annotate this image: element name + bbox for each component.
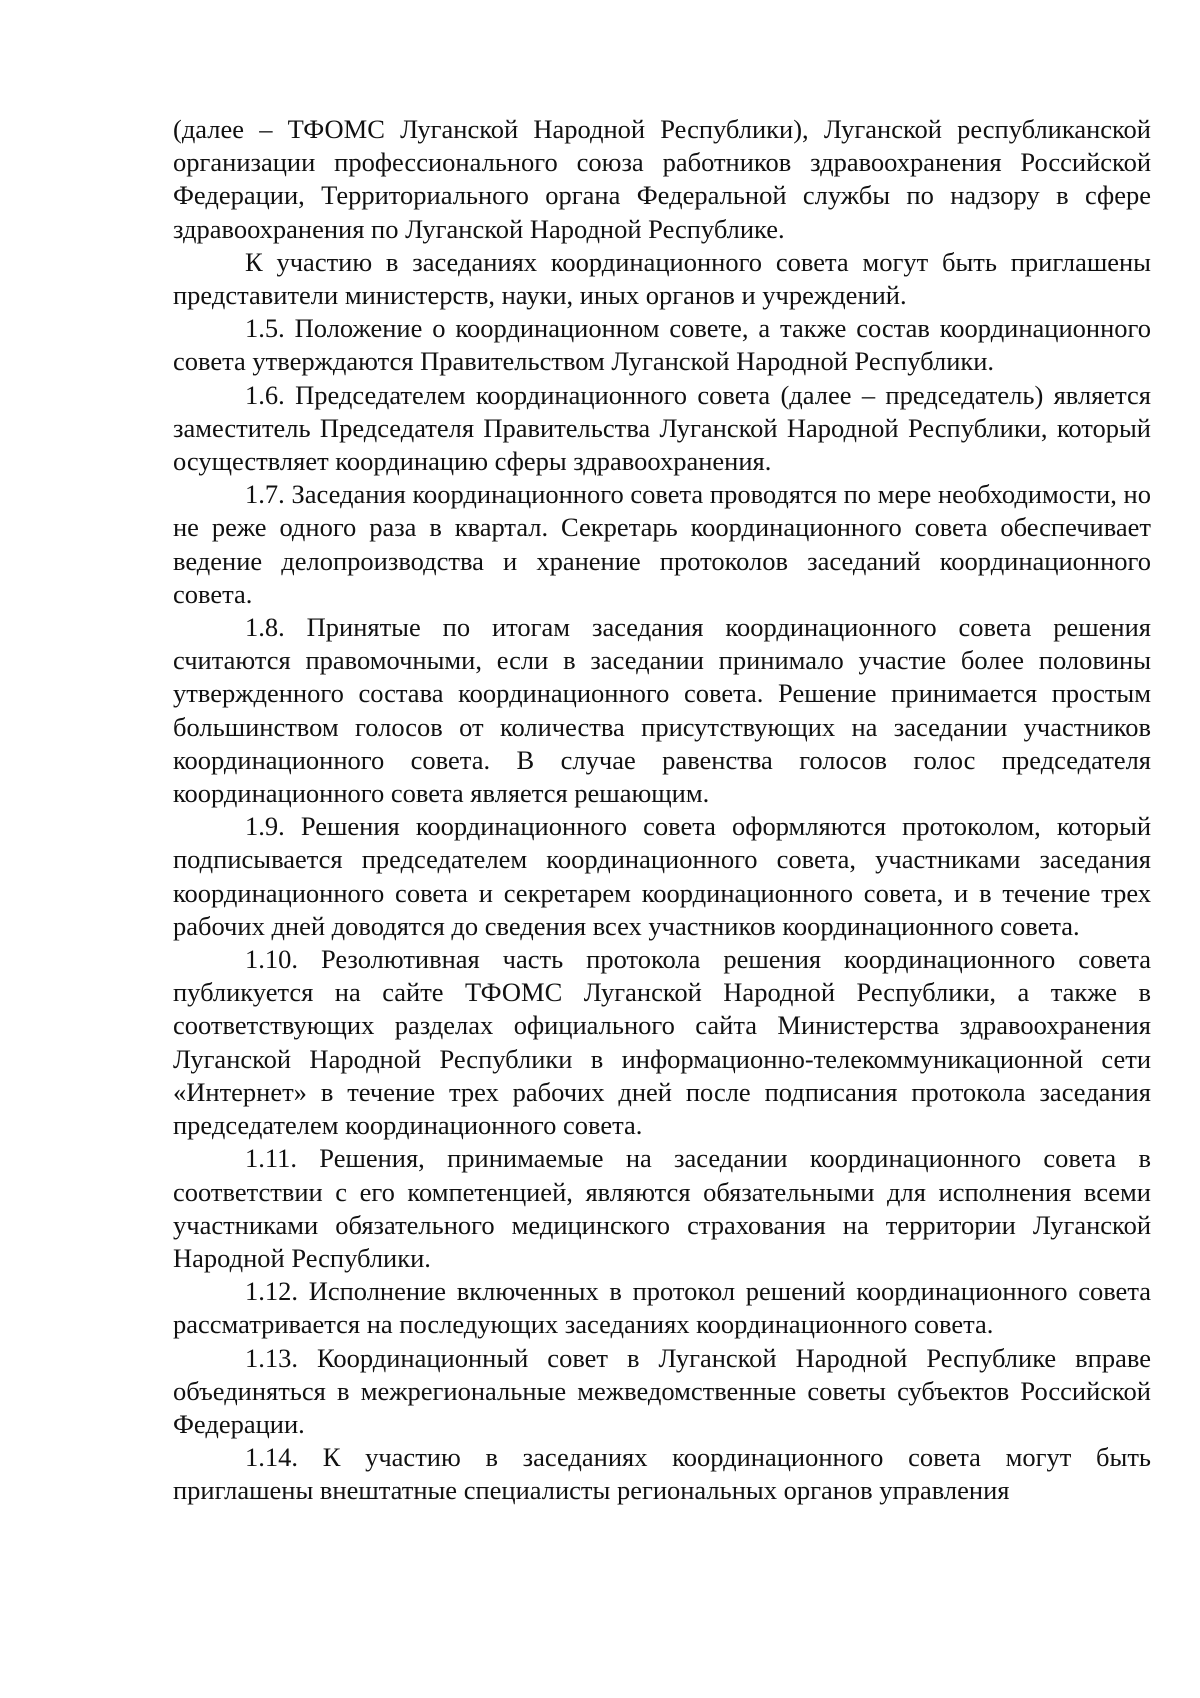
document-body bbox=[173, 113, 1151, 1508]
paragraph-1-14: 1.14. К участию в заседаниях координационного совета могут быть приглашены внештатные специалисты региональных органов управления bbox=[173, 1442, 1151, 1506]
paragraph-1-5: 1.5. Положение о координационном совете, а также состав координационного совета утверждаются Правительством Луганской Народной Республики. bbox=[173, 313, 1151, 377]
paragraph-1-11: 1.11. Решения, принимаемые на заседании координационного совета в соответствии с его компетенцией, являются обязательными для исполнения всеми участниками обязательного медицинского страхования на территории Луганской Народной Республики. bbox=[173, 1143, 1151, 1273]
paragraph-1-13: 1.13. Координационный совет в Луганской Народной Республике вправе объединяться в межрегиональные межведомственные советы субъектов Российской Федерации. bbox=[173, 1342, 1151, 1439]
paragraph-1-9: 1.9. Решения координационного совета оформляются протоколом, который подписывается председателем координационного совета, участниками заседания координационного совета и секретарем координационного совета, и в течение трех рабочих дней доводятся до сведения всех участников координационного совета. bbox=[173, 811, 1151, 941]
paragraph-continuation: (далее – ТФОМС Луганской Народной Республики), Луганской республиканской организации профессионального союза работников здравоохранения Российской Федерации, Территориального органа Федеральной службы по надзору в сфере здравоохранения по Луганской Народной Республике. bbox=[173, 114, 1151, 244]
paragraph-1-6: 1.6. Председателем координационного совета (далее – председатель) является заместитель Председателя Правительства Луганской Народной Республики, который осуществляет координацию сферы здравоохранения. bbox=[173, 379, 1151, 477]
paragraph-1-8: 1.8. Принятые по итогам заседания координационного совета решения считаются правомочными, если в заседании принимало участие более половины утвержденного состава координационного совета. Решение принимается простым большинством голосов от количества присутствующих на заседании участников координационного совета. В случае равенства голосов голос председателя координационного совета является решающим. bbox=[173, 612, 1151, 809]
paragraph-1-7: 1.7. Заседания координационного совета проводятся по мере необходимости, но не реже одного раза в квартал. Секретарь координационного совета обеспечивает ведение делопроизводства и хранение протоколов заседаний координационного совета. bbox=[173, 479, 1151, 609]
paragraph-invited-participants: К участию в заседаниях координационного совета могут быть приглашены представители министерств, науки, иных органов и учреждений. bbox=[173, 246, 1151, 311]
paragraph-1-10: 1.10. Резолютивная часть протокола решения координационного совета публикуется на сайте ТФОМС Луганской Народной Республики, а также в соответствующих разделах официального сайта Министерства здравоохранения Луганской Народной Республики в информационно-телекоммуникационной сети «Интернет» в течение трех рабочих дней после подписания протокола заседания председателем координационного совета. bbox=[173, 944, 1151, 1141]
paragraph-1-12: 1.12. Исполнение включенных в протокол решений координационного совета рассматривается на последующих заседаниях координационного совета. bbox=[173, 1276, 1151, 1340]
